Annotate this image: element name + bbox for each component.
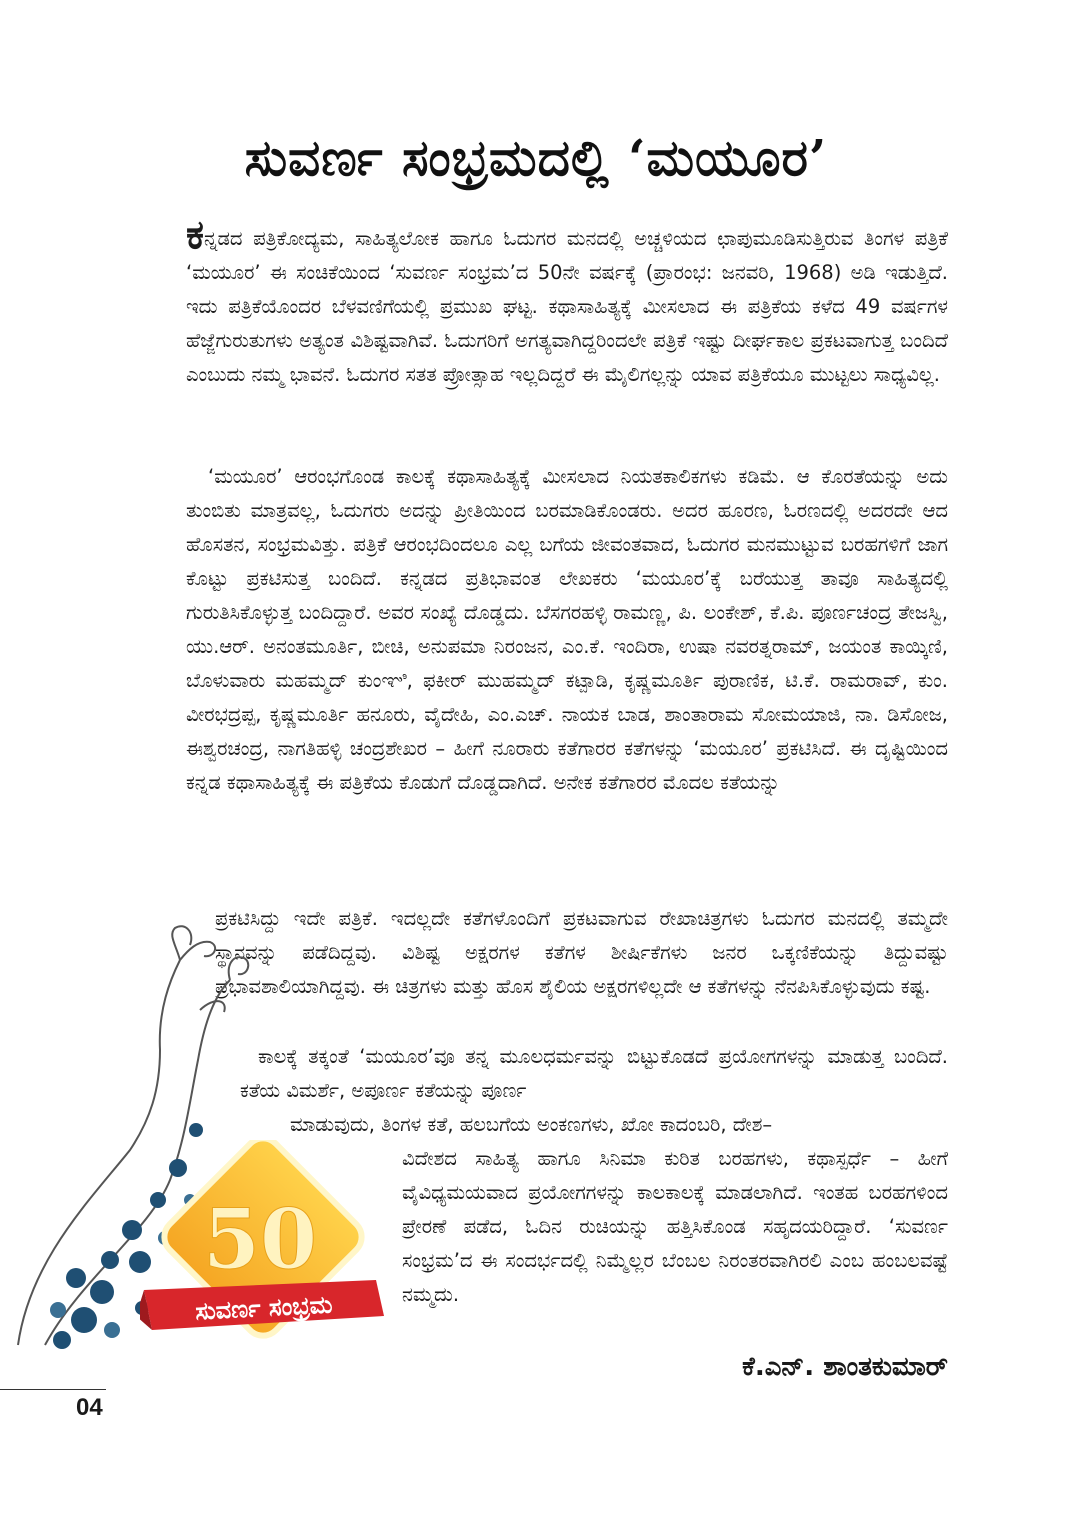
paragraph-4: ಕಾಲಕ್ಕೆ ತಕ್ಕಂತೆ ‘ಮಯೂರ’ವೂ ತನ್ನ ಮೂಲಧರ್ಮವನ್ನು ಬಿಟ್ಟುಕೊಡದೆ ಪ್ರಯೋಗಗಳನ್ನು ಮಾಡುತ್ತ ಬಂದಿದೆ. ಕತೆಯ ವಿಮರ್ಶೆ, ಅಪೂರ್ಣ ಕತೆಯನ್ನು ಪೂರ್ಣ bbox=[240, 1045, 948, 1102]
paragraph-1 bbox=[186, 211, 948, 392]
golden-jubilee-badge bbox=[140, 1140, 390, 1400]
paragraph-5: ಮಾಡುವುದು, ತಿಂಗಳ ಕತೆ, ಹಲಬಗೆಯ ಅಂಕಣಗಳು, ಖೋ ಕಾದಂಬರಿ, ದೇಶ– bbox=[290, 1113, 773, 1136]
page-number: 04 bbox=[76, 1394, 103, 1421]
paragraph-6: ವಿದೇಶದ ಸಾಹಿತ್ಯ ಹಾಗೂ ಸಿನಿಮಾ ಕುರಿತ ಬರಹಗಳು, ಕಥಾಸ್ಪರ್ಧೆ – ಹೀಗೆ ವೈವಿಧ್ಯಮಯವಾದ ಪ್ರಯೋಗಗಳನ್ನು ಕಾಲಕಾಲಕ್ಕೆ ಮಾಡಲಾಗಿದೆ. ಇಂತಹ ಬರಹಗಳಿಂದ ಪ್ರೇರಣೆ ಪಡೆದ, ಓದಿನ ರುಚಿಯನ್ನು ಹತ್ತಿಸಿಕೊಂಡ ಸಹೃದಯರಿದ್ದಾರೆ. ‘ಸುವರ್ಣ ಸಂಭ್ರಮ’ದ ಈ ಸಂದರ್ಭದಲ್ಲಿ ನಿಮ್ಮೆಲ್ಲರ ಬೆಂಬಲ ನಿರಂತರವಾಗಿರಲಿ ಎಂಬ ಹಂಬಲವಷ್ಟೆ ನಮ್ಮದು. bbox=[402, 1147, 948, 1306]
page-title: ಸುವರ್ಣ ಸಂಭ್ರಮದಲ್ಲಿ ‘ಮಯೂರ’ bbox=[244, 128, 828, 187]
paragraph-1-text: ನ್ನಡದ ಪತ್ರಿಕೋದ್ಯಮ, ಸಾಹಿತ್ಯಲೋಕ ಹಾಗೂ ಓದುಗರ ಮನದಲ್ಲಿ ಅಚ್ಚಳಿಯದ ಛಾಪುಮೂಡಿಸುತ್ತಿರುವ ತಿಂಗಳ ಪತ್ರಿಕೆ ‘ಮಯೂರ’ ಈ ಸಂಚಿಕೆಯಿಂದ ‘ಸುವರ್ಣ ಸಂಭ್ರಮ’ದ 50ನೇ ವರ್ಷಕ್ಕೆ (ಪ್ರಾರಂಭ: ಜನವರಿ, 1968) ಅಡಿ ಇಡುತ್ತಿದೆ. ಇದು ಪತ್ರಿಕೆಯೊಂದರ ಬೆಳವಣಿಗೆಯಲ್ಲಿ ಪ್ರಮುಖ ಘಟ್ಟ. ಕಥಾಸಾಹಿತ್ಯಕ್ಕೆ ಮೀಸಲಾದ ಈ ಪತ್ರಿಕೆಯ ಕಳೆದ 49 ವರ್ಷಗಳ ಹೆಜ್ಜೆಗುರುತುಗಳು ಅತ್ಯಂತ ವಿಶಿಷ್ಟವಾಗಿವೆ. ಓದುಗರಿಗೆ ಅಗತ್ಯವಾಗಿದ್ದರಿಂದಲೇ ಪತ್ರಿಕೆ ಇಷ್ಟು ದೀರ್ಘಕಾಲ ಪ್ರಕಟವಾಗುತ್ತ ಬಂದಿದೆ ಎಂಬುದು ನಮ್ಮ ಭಾವನೆ. ಓದುಗರ ಸತತ ಪ್ರೋತ್ಸಾಹ ಇಲ್ಲದಿದ್ದರೆ ಈ ಮೈಲಿಗಲ್ಲನ್ನು ಯಾವ ಪತ್ರಿಕೆಯೂ ಮುಟ್ಟಲು ಸಾಧ್ಯವಿಲ್ಲ. bbox=[186, 227, 948, 386]
paragraph-2: ‘ಮಯೂರ’ ಆರಂಭಗೊಂಡ ಕಾಲಕ್ಕೆ ಕಥಾಸಾಹಿತ್ಯಕ್ಕೆ ಮೀಸಲಾದ ನಿಯತಕಾಲಿಕಗಳು ಕಡಿಮೆ. ಆ ಕೊರತೆಯನ್ನು ಅದು ತುಂಬಿತು ಮಾತ್ರವಲ್ಲ, ಓದುಗರು ಅದನ್ನು ಪ್ರೀತಿಯಿಂದ ಬರಮಾಡಿಕೊಂಡರು. ಅದರ ಹೂರಣ, ಓರಣದಲ್ಲಿ ಅದರದೇ ಆದ ಹೊಸತನ, ಸಂಭ್ರಮವಿತ್ತು. ಪತ್ರಿಕೆ ಆರಂಭದಿಂದಲೂ ಎಲ್ಲ ಬಗೆಯ ಜೀವಂತವಾದ, ಓದುಗರ ಮನಮುಟ್ಟುವ ಬರಹಗಳಿಗೆ ಜಾಗ ಕೊಟ್ಟು ಪ್ರಕಟಿಸುತ್ತ ಬಂದಿದೆ. ಕನ್ನಡದ ಪ್ರತಿಭಾವಂತ ಲೇಖಕರು ‘ಮಯೂರ’ಕ್ಕೆ ಬರೆಯುತ್ತ ತಾವೂ ಸಾಹಿತ್ಯದಲ್ಲಿ ಗುರುತಿಸಿಕೊಳ್ಳುತ್ತ ಬಂದಿದ್ದಾರೆ. ಅವರ ಸಂಖ್ಯೆ ದೊಡ್ಡದು. ಬೆಸಗರಹಳ್ಳಿ ರಾಮಣ್ಣ, ಪಿ. ಲಂಕೇಶ್, ಕೆ.ಪಿ. ಪೂರ್ಣಚಂದ್ರ ತೇಜಸ್ವಿ, ಯು.ಆರ್. ಅನಂತಮೂರ್ತಿ, ಬೀಚಿ, ಅನುಪಮಾ ನಿರಂಜನ, ಎಂ.ಕೆ. ಇಂದಿರಾ, ಉಷಾ ನವರತ್ನರಾಮ್, ಜಯಂತ ಕಾಯ್ಕಿಣಿ, ಬೊಳುವಾರು ಮಹಮ್ಮದ್ ಕುಂಞಿ, ಫಕೀರ್ ಮುಹಮ್ಮದ್ ಕಟ್ಪಾಡಿ, ಕೃಷ್ಣಮೂರ್ತಿ ಪುರಾಣಿಕ, ಟಿ.ಕೆ. ರಾಮರಾವ್, ಕುಂ. ವೀರಭದ್ರಪ್ಪ, ಕೃಷ್ಣಮೂರ್ತಿ ಹನೂರು, ವೈದೇಹಿ, ಎಂ.ಎಚ್. ನಾಯಕ ಬಾಡ, ಶಾಂತಾರಾಮ ಸೋಮಯಾಜಿ, ನಾ. ಡಿಸೋಜ, ಈಶ್ವರಚಂದ್ರ, ನಾಗತಿಹಳ್ಳಿ ಚಂದ್ರಶೇಖರ – ಹೀಗೆ ನೂರಾರು ಕತೆಗಾರರ ಕತೆಗಳನ್ನು ‘ಮಯೂರ’ ಪ್ರಕಟಿಸಿದೆ. ಈ ದೃಷ್ಟಿಯಿಂದ ಕನ್ನಡ ಕಥಾಸಾಹಿತ್ಯಕ್ಕೆ ಈ ಪತ್ರಿಕೆಯ ಕೊಡುಗೆ ದೊಡ್ಡದಾಗಿದೆ. ಅನೇಕ ಕತೆಗಾರರ ಮೊದಲ ಕತೆಯನ್ನು bbox=[186, 465, 948, 794]
author-signature: ಕೆ.ಎನ್. ಶಾಂತಕುಮಾರ್ bbox=[742, 1352, 948, 1382]
badge-number: 50 bbox=[202, 1192, 318, 1288]
drop-cap: ಕ bbox=[186, 211, 204, 258]
badge-ribbon-text: ಸುವರ್ಣ ಸಂಭ್ರಮ bbox=[194, 1290, 334, 1326]
paragraph-3: ಪ್ರಕಟಿಸಿದ್ದು ಇದೇ ಪತ್ರಿಕೆ. ಇದಲ್ಲದೇ ಕತೆಗಳೊಂದಿಗೆ ಪ್ರಕಟವಾಗುವ ರೇಖಾಚಿತ್ರಗಳು ಓದುಗರ ಮನದಲ್ಲಿ ತಮ್ಮದೇ ಸ್ಥಾನವನ್ನು ಪಡೆದಿದ್ದವು. ವಿಶಿಷ್ಟ ಅಕ್ಷರಗಳ ಕತೆಗಳ ಶೀರ್ಷಿಕೆಗಳು ಜನರ ಒಕ್ಕಣಿಕೆಯನ್ನು ತಿದ್ದುವಷ್ಟು ಪ್ರಭಾವಶಾಲಿಯಾಗಿದ್ದವು. ಈ ಚಿತ್ರಗಳು ಮತ್ತು ಹೊಸ ಶೈಲಿಯ ಅಕ್ಷರಗಳಿಲ್ಲದೇ ಆ ಕತೆಗಳನ್ನು ನೆನಪಿಸಿಕೊಳ್ಳುವುದು ಕಷ್ಟ. bbox=[215, 907, 948, 998]
page-number-rule bbox=[0, 1389, 106, 1390]
